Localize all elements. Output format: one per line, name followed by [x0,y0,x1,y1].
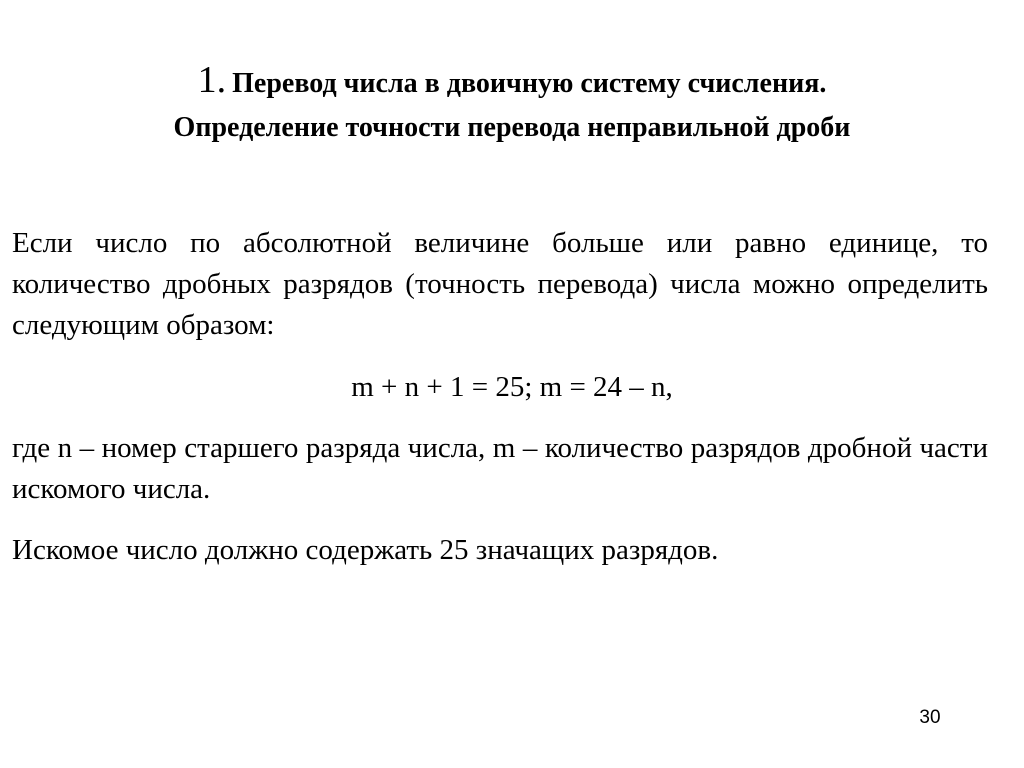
section-number: 1. [197,59,227,101]
page-number: 30 [919,707,941,728]
formula: m + n + 1 = 25; m = 24 – n, [351,371,673,403]
slide-title-line-2: Определение точности перевода неправильной дроби [173,112,851,143]
paragraph-definition: Если число по абсолютной величине больше или равно единице, то количество дробных разрядов (точность перевода) числа можно определить следующим образом: [12,227,988,341]
paragraph-explanation: где n – номер старшего разряда числа, m – количество разрядов дробной части искомого числа. [12,432,988,505]
title-text-line-1: Перевод числа в двоичную систему счисления. [232,68,827,99]
slide-title-line-1 [0,60,1024,104]
paragraph-conclusion: Искомое число должно содержать 25 значащих разрядов. [12,534,719,566]
